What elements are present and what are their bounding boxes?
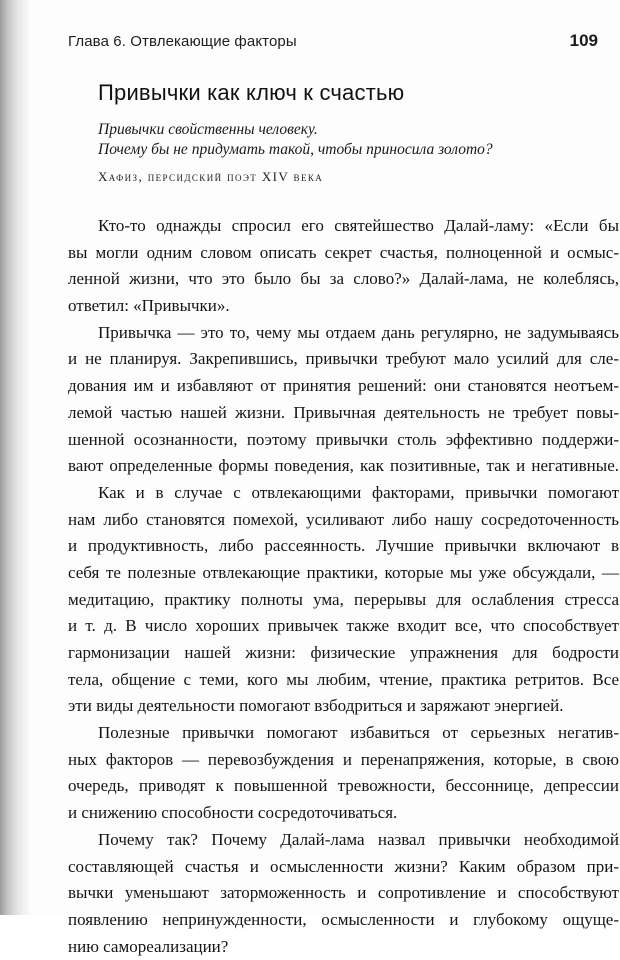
text-line: эти виды деятельности помогают взбодриться и заряжают энергией. — [68, 696, 564, 716]
text-line: и продуктивность, либо рассеянность. Лучшие привычки включают в — [68, 536, 619, 556]
text-line: медитацию, практику полноты ума, перерывы для ослабления стресса — [68, 589, 619, 609]
text-line: нам либо становятся помехой, усиливают либо нашу сосредоточенность — [68, 509, 619, 529]
text-line: вы могли одним словом описать секрет счастья, полноценной и осмыс- — [68, 242, 619, 262]
text-line: Кто-то однажды спросил его святейшество Далай-ламу: «Если бы — [98, 216, 619, 235]
book-spine-shadow — [0, 0, 30, 915]
text-line: появлению непринужденности, осмысленности и глубокому ощуще- — [68, 909, 619, 929]
text-line: ответил: «Привычки». — [68, 296, 230, 316]
text-line: Как и в случае с отвлекающими факторами, привычки помогают — [98, 482, 619, 502]
paragraph — [68, 213, 619, 320]
text-line: ленной жизни, что это было бы за слово?» Далай-лама, не колеблясь, — [68, 269, 619, 289]
paragraph — [68, 320, 619, 480]
page-number: 109 — [569, 31, 598, 50]
paragraph — [68, 720, 619, 827]
text-line: лемой частью нашей жизни. Привычная деятельность не требует повы- — [68, 402, 619, 422]
text-line: и т. д. В число хороших привычек также входит все, что способствует — [68, 616, 619, 636]
body-text — [68, 213, 619, 960]
text-line: тела, общение с теми, кого мы любим, чтение, практика ретритов. Все — [68, 669, 619, 689]
text-line: Почему так? Почему Далай-лама назвал привычки необходимой — [98, 829, 619, 849]
section-title: Привычки как ключ к счастью — [98, 80, 405, 105]
paragraph — [68, 480, 619, 720]
text-line: гармонизации нашей жизни: физические упражнения для бодрости — [68, 643, 619, 662]
text-line: Привычка — это то, чему мы отдаем дань регулярно, не задумываясь — [98, 322, 619, 342]
text-line: вают определенные формы поведения, как позитивные, так и негативные. — [68, 456, 619, 476]
text-line: вычки уменьшают заторможенность и сопротивление и способствуют — [68, 883, 619, 903]
epigraph — [98, 120, 588, 160]
running-header: Глава 6. Отвлекающие факторы — [68, 33, 297, 50]
paragraph — [68, 827, 619, 960]
epigraph-line: Привычки свойственны человеку. — [98, 121, 318, 138]
text-line: составляющей счастья и осмысленности жизни? Каким образом при- — [68, 856, 619, 876]
epigraph-line: Почему бы не придумать такой, чтобы приносила золото? — [98, 141, 493, 158]
text-line: и не планируя. Закрепившись, привычки требуют мало усилий для сле- — [68, 349, 619, 369]
text-line: и снижению способности сосредоточиваться. — [68, 803, 398, 823]
text-line: дования им и избавляют от принятия решений: они становятся неотъем- — [68, 376, 619, 396]
text-line: нию самореализации? — [68, 936, 229, 956]
text-line: Полезные привычки помогают избавиться от серьезных негатив- — [98, 723, 619, 743]
epigraph-attribution: Хафиз, персидский поэт XIV века — [98, 169, 324, 184]
text-line: шенной осознанности, поэтому привычки столь эффективно поддержи- — [68, 429, 619, 449]
text-line: себя те полезные отвлекающие практики, которые мы уже обсуждали, — — [68, 562, 619, 582]
text-line: очередь, приводят к повышенной тревожности, бессоннице, депрессии — [68, 776, 619, 796]
text-line: ных факторов — перевозбуждения и перенапряжения, которые, в свою — [68, 749, 619, 769]
